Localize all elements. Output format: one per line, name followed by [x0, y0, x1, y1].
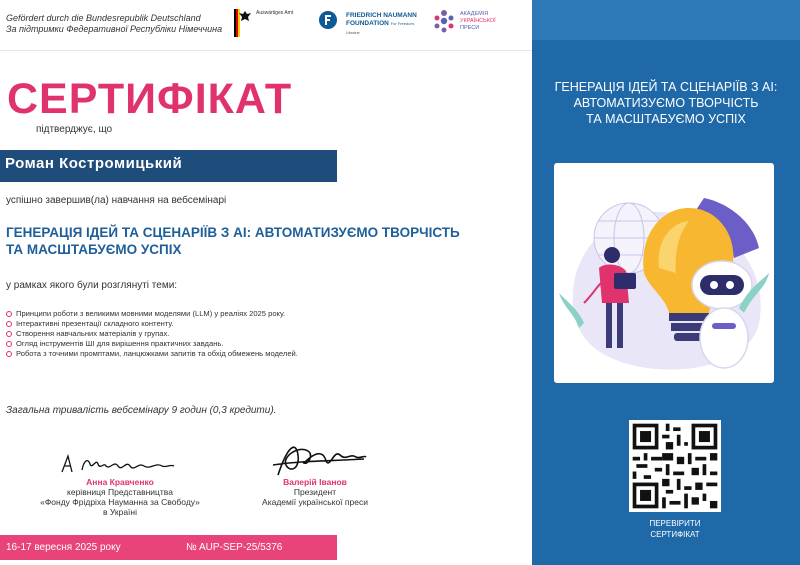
topic-text: Створення навчальних матеріалів у групах.	[16, 329, 170, 338]
signature-right	[268, 435, 368, 480]
fnf-name	[346, 12, 417, 28]
topic-item	[6, 339, 298, 349]
sidebar-title-line1: ГЕНЕРАЦІЯ ІДЕЙ ТА СЦЕНАРІЇВ З AI:	[554, 80, 778, 94]
sidebar-top-band	[532, 0, 800, 40]
fnf-name-line1: FRIEDRICH NAUMANN	[346, 12, 417, 19]
course-title: ГЕНЕРАЦІЯ ІДЕЙ ТА СЦЕНАРІЇВ З AI: АВТОМАТИЗУЄМО ТВОРЧІСТЬ ТА МАСШТАБУЄМО УСПІХ	[6, 225, 460, 257]
topics-list	[6, 309, 298, 359]
sidebar-title-line3: ТА МАСШТАБУЄМО УСПІХ	[586, 112, 746, 126]
fnf-logo-icon	[319, 11, 337, 29]
duration-text: Загальна тривалість вебсемінару 9 годин (0,3 кредити).	[6, 405, 277, 416]
fnf-name-line2: FOUNDATION	[346, 20, 389, 27]
signer-left-name: Анна Кравченко	[86, 477, 154, 487]
aup-logo-icon	[431, 8, 457, 34]
aup-name-line3: ПРЕСИ	[460, 25, 480, 31]
verify-certificate-label	[543, 518, 800, 540]
topic-text: Робота з точними промптами, ланцюжками запитів та обхід обмежень моделей.	[16, 349, 298, 358]
eagle-icon	[238, 10, 252, 22]
fnf-country: Ukraine	[346, 30, 360, 35]
topic-item	[6, 329, 298, 339]
topics-intro: у рамках якого були розглянуті теми:	[6, 280, 178, 291]
event-date: 16-17 вересня 2025 року	[6, 542, 121, 553]
signer-right-name: Валерій Іванов	[283, 477, 347, 487]
verify-line1: ПЕРЕВІРИТИ	[649, 519, 701, 528]
bullet-arrow-icon	[6, 321, 12, 327]
auswaertiges-amt-label: Auswärtiges Amt	[256, 10, 294, 16]
ai-lightbulb-robot-illustration	[554, 163, 774, 383]
bullet-arrow-icon	[6, 341, 12, 347]
signer-left-role	[0, 487, 240, 517]
funder-note	[6, 13, 222, 35]
signature-left	[58, 452, 178, 476]
signer-right-role	[245, 487, 385, 507]
confirms-text: підтверджує, що	[36, 124, 113, 135]
funder-line-de: Gefördert durch die Bundesrepublik Deutschland	[6, 13, 201, 23]
fnf-slogan: For Freedom.	[390, 21, 415, 26]
sidebar-course-title	[543, 79, 789, 127]
topic-item	[6, 349, 298, 359]
completed-text: успішно завершив(ла) навчання на вебсемінарі	[6, 195, 227, 206]
signer-right-role-line2: Академії української преси	[262, 497, 368, 507]
aup-name	[460, 11, 496, 32]
sidebar-title-line2: АВТОМАТИЗУЄМО ТВОРЧІСТЬ	[573, 96, 759, 110]
bullet-arrow-icon	[6, 351, 12, 357]
signer-left-role-line1: керівниця Представництва	[67, 487, 173, 497]
signer-left-role-line2: «Фонду Фрідріха Науманна за Свободу»	[40, 497, 200, 507]
topic-item	[6, 319, 298, 329]
qr-code-icon[interactable]	[629, 420, 721, 512]
topic-text: Принципи роботи з великими мовними моделями (LLM) у реаліях 2025 року.	[16, 309, 286, 318]
header-divider	[0, 50, 532, 51]
recipient-name: Роман Костромицький	[5, 155, 183, 172]
topic-text: Огляд інструментів ШІ для вирішення практичних завдань.	[16, 339, 224, 348]
funder-line-ua: За підтримки Федеративної Республіки Німеччина	[6, 24, 223, 34]
bullet-arrow-icon	[6, 331, 12, 337]
aup-name-line2: УКРАЇНСЬКОЇ	[460, 18, 496, 24]
topic-text: Інтерактивні презентації складного контенту.	[16, 319, 174, 328]
signer-left-role-line3: в Україні	[102, 507, 137, 517]
verify-line2: СЕРТИФІКАТ	[650, 530, 700, 539]
certificate-title: СЕРТИФІКАТ	[7, 75, 293, 123]
bullet-arrow-icon	[6, 311, 12, 317]
signer-right-role-line1: Президент	[293, 487, 337, 497]
topic-item	[6, 309, 298, 319]
certificate-number: № AUP-SEP-25/5376	[186, 542, 283, 553]
aup-name-line1: АКАДЕМІЯ	[460, 11, 489, 17]
